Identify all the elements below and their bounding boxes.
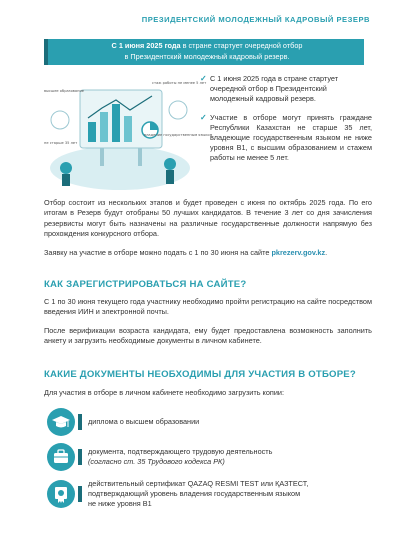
document-line: документа, подтверждающего трудовую деятельность — [88, 447, 273, 456]
illus-label-age: не старше 35 лет — [44, 141, 78, 145]
key-fact-text: Участие в отборе могут принять граждане Республики Казахстан не старше 35 лет, владеющие государственным языком не ниже уровня В1, с высшим образованием и стажем работы не менее 5 лет. — [210, 112, 372, 163]
apply-paragraph — [44, 248, 372, 258]
key-fact-text: С 1 июня 2025 года в стране стартует очередной отбор в Президентский молодежный кадровый резерв. — [210, 74, 339, 104]
graduation-cap-icon — [46, 407, 76, 437]
document-text — [88, 447, 272, 467]
document-item — [46, 407, 366, 437]
intro-banner — [44, 39, 364, 65]
key-facts-list — [200, 74, 372, 172]
apply-text: Заявку на участие в отборе можно подать с 1 по 30 июня на сайте — [44, 248, 272, 257]
checkmark-icon: ✓ — [200, 74, 207, 83]
illus-label-experience: стаж работы не менее 5 лет — [152, 81, 207, 85]
requirements-illustration — [40, 72, 213, 194]
document-item — [46, 479, 366, 509]
document-line: диплома о высшем образовании — [88, 417, 200, 426]
banner-text — [58, 41, 356, 62]
document-marker — [78, 486, 82, 502]
certificate-icon — [46, 479, 76, 509]
banner-line1: в стране стартует очередной отбор — [180, 41, 303, 50]
document-marker — [78, 449, 82, 465]
checkmark-icon: ✓ — [200, 112, 207, 122]
illus-label-education: высшее образование — [44, 89, 85, 93]
illus-label-language: владение государственным языком — [144, 133, 213, 137]
document-line: подтверждающий уровень владения государственным языком — [88, 489, 301, 498]
document-marker — [78, 414, 82, 430]
document-note: не ниже уровня В1 — [88, 499, 152, 508]
banner-line2: в Президентский молодежный кадровый резерв. — [124, 51, 290, 61]
stages-paragraph: Отбор состоит из нескольких этапов и будет проведен с июня по октябрь 2025 года. По его итогам в Резерв будут отобраны 50 лучших кандидатов. В течение 3 лет со дня зачисления резервисты могут быть назначены на различные государственные должности напрямую без прохождения конкурсного отбора. — [44, 198, 372, 239]
register-paragraph-2: После верификации возраста кандидата, ему будет предоставлена возможность заполнить анкету и загрузить необходимые документы в личном кабинете. — [44, 326, 372, 346]
briefcase-icon — [46, 442, 76, 472]
document-text — [88, 417, 199, 427]
document-line: действительный сертификат QAZAQ RESMI TEST или ҚАЗТЕСТ, — [88, 479, 309, 488]
key-fact-item — [200, 113, 372, 164]
key-fact-item — [200, 74, 372, 105]
document-item — [46, 442, 366, 472]
apply-end: . — [325, 248, 328, 257]
register-paragraph-1: С 1 по 30 июня текущего года участнику необходимо пройти регистрацию на сайте посредством введения ИИН и электронной почты. — [44, 297, 372, 317]
website-link[interactable]: pkrezerv.gov.kz — [271, 248, 326, 257]
header-title: ПРЕЗИДЕНТСКИЙ МОЛОДЕЖНЫЙ КАДРОВЫЙ РЕЗЕРВ — [141, 15, 370, 24]
register-heading: КАК ЗАРЕГИСТРИРОВАТЬСЯ НА САЙТЕ? — [44, 279, 247, 290]
document-text — [88, 479, 308, 509]
banner-date: С 1 июня 2025 года — [111, 41, 181, 50]
documents-intro: Для участия в отборе в личном кабинете необходимо загрузить копии: — [44, 388, 285, 397]
documents-heading: КАКИЕ ДОКУМЕНТЫ НЕОБХОДИМЫ ДЛЯ УЧАСТИЯ В ОТБОРЕ? — [44, 369, 356, 380]
document-note: (согласно ст. 35 Трудового кодекса РК) — [88, 457, 225, 466]
